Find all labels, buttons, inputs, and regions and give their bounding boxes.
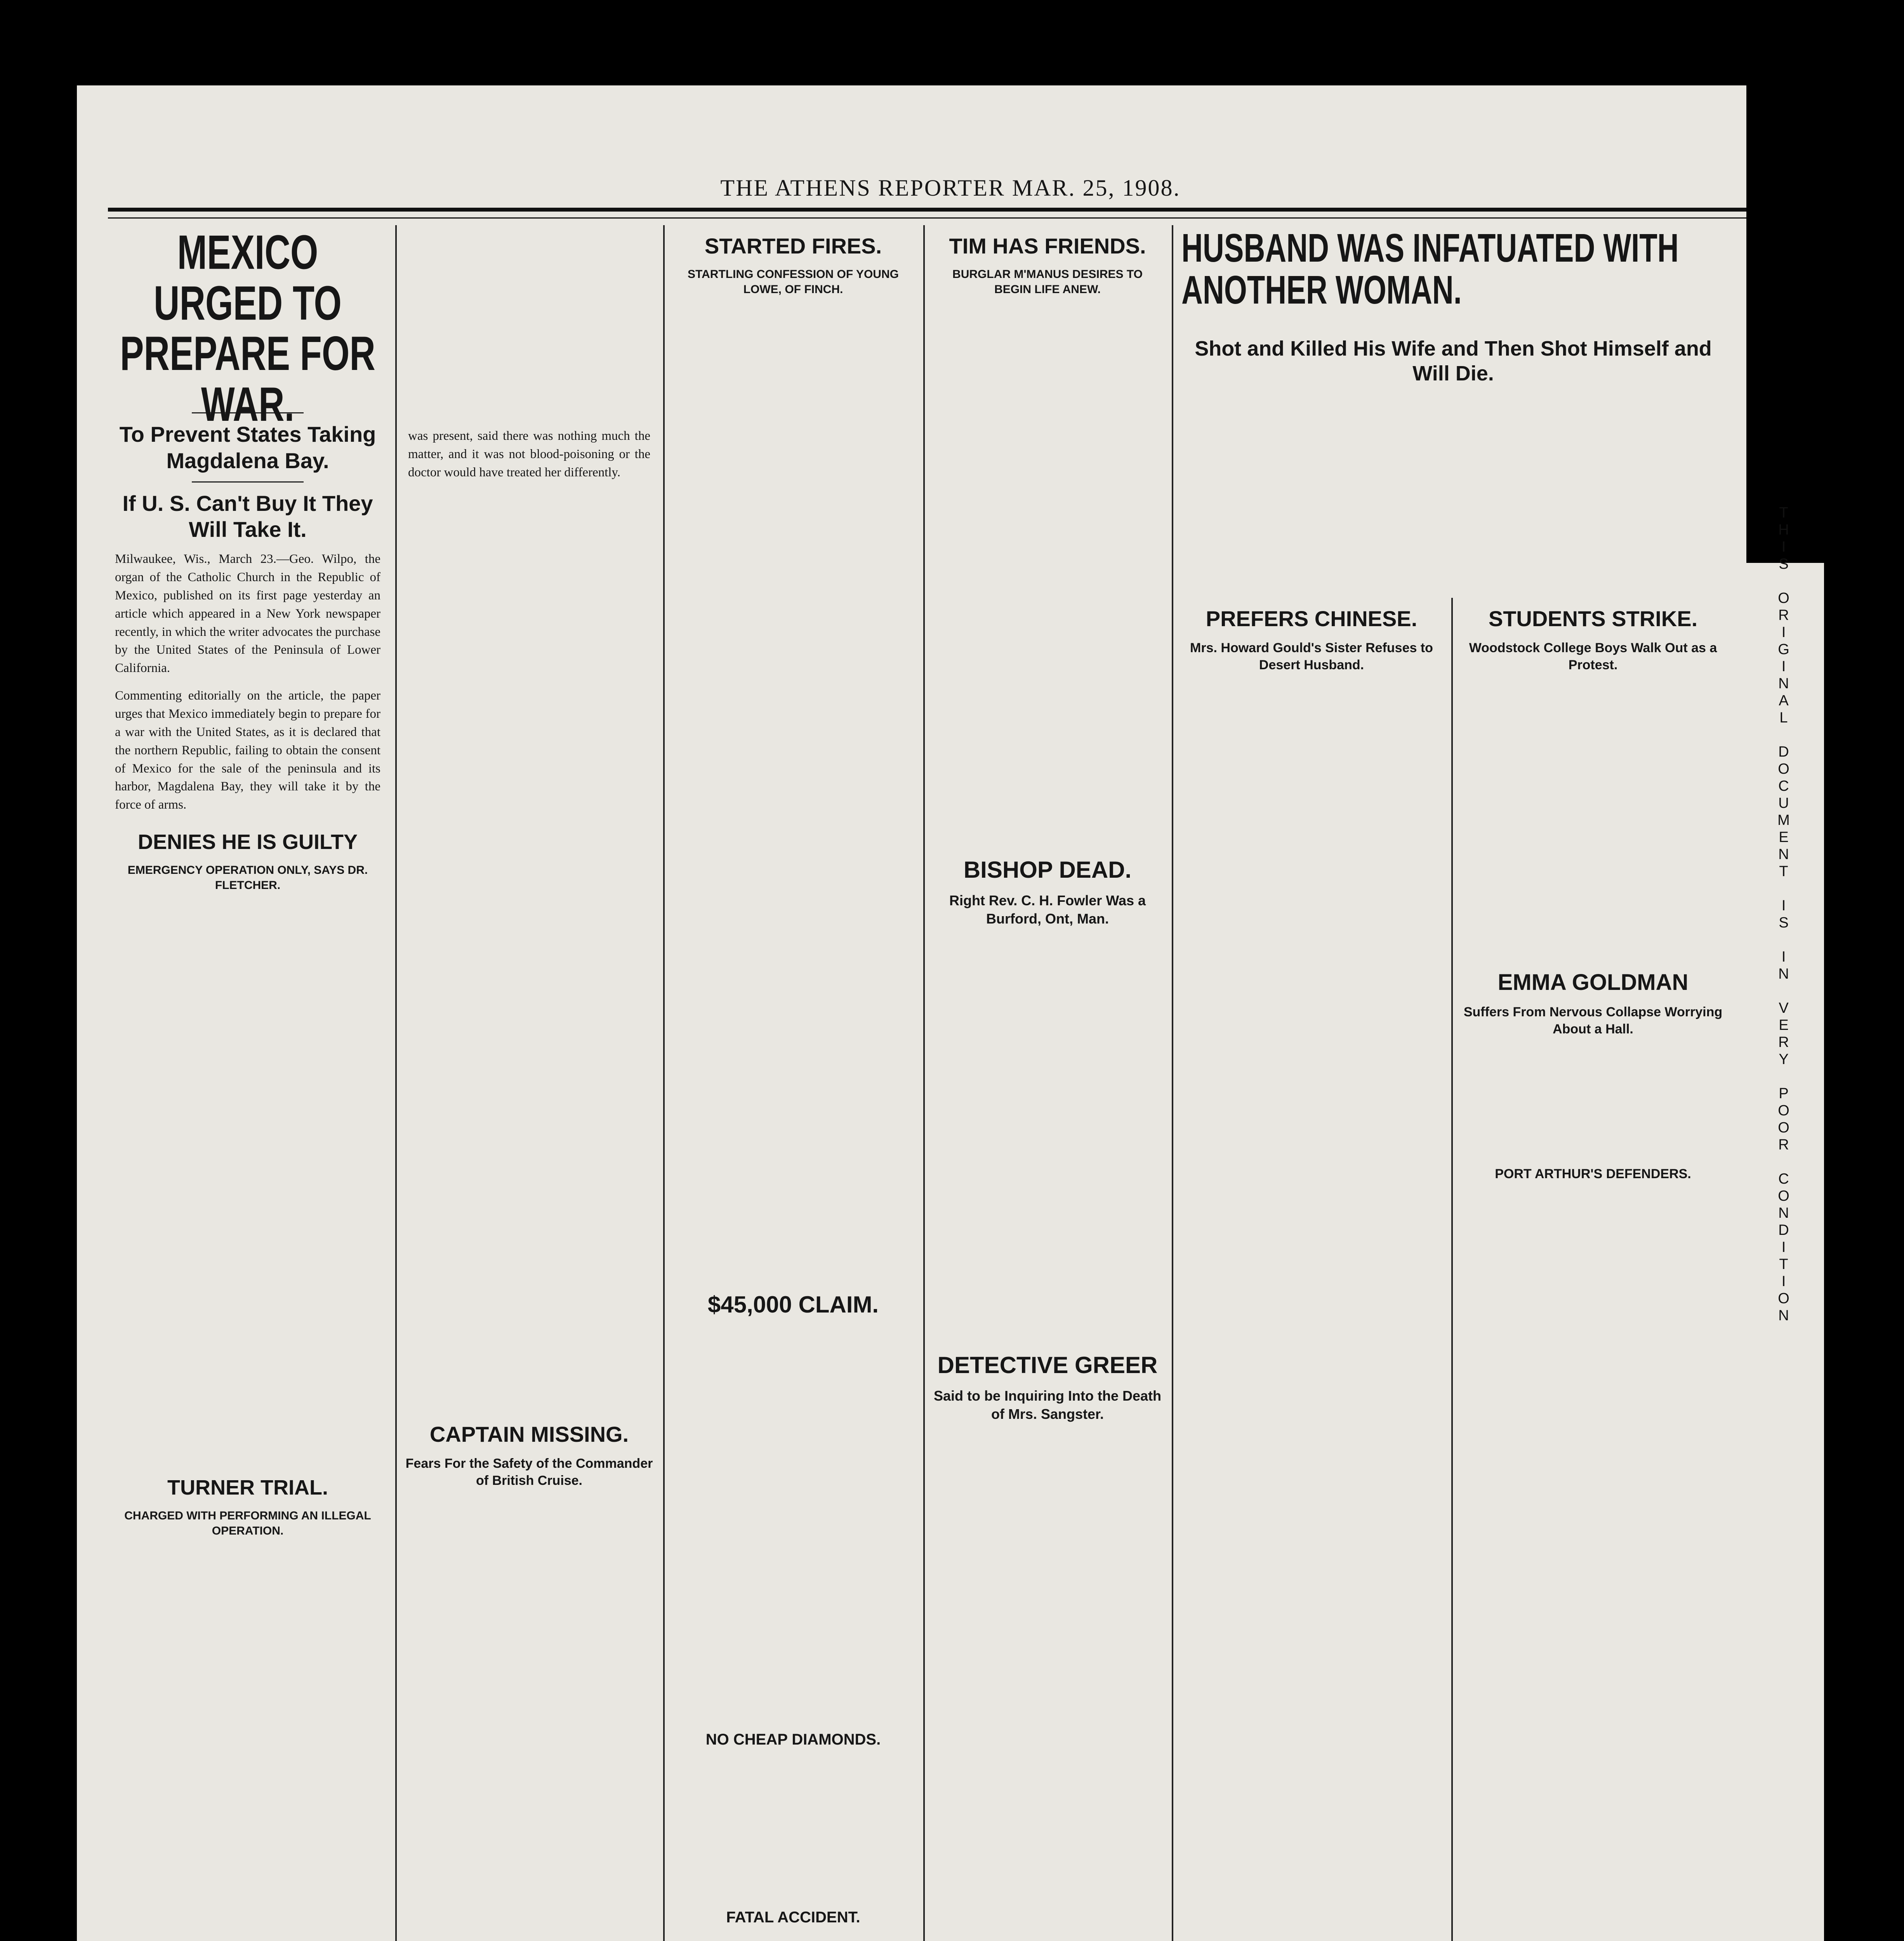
headline-detective-greer: DETECTIVE GREER xyxy=(937,1352,1158,1378)
column-rule xyxy=(1451,598,1453,1941)
headline-tim-has-friends: TIM HAS FRIENDS. xyxy=(949,234,1146,258)
column-5 xyxy=(1178,598,1445,1941)
column-rule xyxy=(923,225,925,1941)
column-rule xyxy=(395,225,397,1941)
subhead-gould: Mrs. Howard Gould's Sister Refuses to Desert Husband. xyxy=(1190,641,1433,673)
headline-45000-claim: $45,000 CLAIM. xyxy=(707,1292,879,1318)
column-2 xyxy=(401,225,657,1941)
masthead-rule xyxy=(108,208,1793,212)
deck-magdalena: To Prevent States Taking Magdalena Bay. xyxy=(119,422,376,473)
column-3 xyxy=(669,225,917,1941)
column-4 xyxy=(929,225,1166,1941)
article-paragraph: was present, said there was nothing much the matter, and it was not blood-poisoning or the doctor would have treated her differently. xyxy=(408,429,650,479)
headline-fatal-accident: FATAL ACCIDENT. xyxy=(726,1909,860,1926)
subhead-collapse: Suffers From Nervous Collapse Worrying About a Hall. xyxy=(1463,1005,1723,1037)
divider xyxy=(192,481,304,483)
masthead: THE ATHENS REPORTER MAR. 25, 1908. xyxy=(720,175,1181,201)
subhead-captain: Fears For the Safety of the Commander of British Cruise. xyxy=(405,1456,653,1488)
deck-buy-it: If U. S. Can't Buy It They Will Take It. xyxy=(122,491,373,542)
column-5-top xyxy=(1178,225,1729,575)
subhead-emergency: EMERGENCY OPERATION ONLY, SAYS DR. FLETCHER. xyxy=(127,863,368,892)
headline-emma-goldman: EMMA GOLDMAN xyxy=(1497,969,1689,995)
column-rule xyxy=(663,225,665,1941)
condition-note: THIS ORIGINAL DOCUMENT IS IN VERY POOR CONDITION xyxy=(1775,505,1792,1325)
subhead-charged: CHARGED WITH PERFORMING AN ILLEGAL OPERATION. xyxy=(124,1509,371,1537)
headline-port-arthur: PORT ARTHUR'S DEFENDERS. xyxy=(1495,1166,1691,1181)
headline-mexico: MEXICO URGED TO PREPARE FOR WAR. xyxy=(120,226,375,431)
headline-denies-guilty: DENIES HE IS GUILTY xyxy=(137,830,358,854)
headline-captain-missing: CAPTAIN MISSING. xyxy=(429,1422,629,1446)
subhead-lowe: STARTLING CONFESSION OF YOUNG LOWE, OF FINCH. xyxy=(688,268,899,296)
deck-shot-killed: Shot and Killed His Wife and Then Shot Himself and Will Die. xyxy=(1195,337,1712,385)
headline-husband: HUSBAND WAS INFATUATED WITH ANOTHER WOMAN. xyxy=(1181,226,1679,313)
subhead-mcmanus: BURGLAR M'MANUS DESIRES TO BEGIN LIFE ANEW. xyxy=(952,268,1143,296)
column-1 xyxy=(108,225,387,1941)
headline-turner-trial: TURNER TRIAL. xyxy=(167,1476,328,1499)
article-paragraph: Milwaukee, Wis., March 23.—Geo. Wilpo, the organ of the Catholic Church in the Republic of Mexico, published on its first page yesterday an article which appeared in a New York newspaper recently, in which the writer advocates the purchase by the United States of the Peninsula of Lower California. xyxy=(115,552,380,675)
subhead-fowler: Right Rev. C. H. Fowler Was a Burford, Ont, Man. xyxy=(949,892,1146,927)
column-rule xyxy=(1172,225,1173,1941)
masthead-rule-thin xyxy=(108,217,1793,219)
headline-no-cheap-diamonds: NO CHEAP DIAMONDS. xyxy=(705,1731,881,1748)
headline-students-strike: STUDENTS STRIKE. xyxy=(1488,606,1698,631)
scan-margin xyxy=(1746,85,1824,563)
headline-bishop-dead: BISHOP DEAD. xyxy=(963,857,1132,883)
column-6 xyxy=(1457,598,1729,1941)
subhead-sangster: Said to be Inquiring Into the Death of Mrs. Sangster. xyxy=(934,1387,1161,1422)
headline-started-fires: STARTED FIRES. xyxy=(704,234,882,258)
newspaper-page xyxy=(77,85,1824,1941)
subhead-woodstock: Woodstock College Boys Walk Out as a Protest. xyxy=(1469,641,1717,673)
headline-prefers-chinese: PREFERS CHINESE. xyxy=(1206,606,1418,631)
article-paragraph: Commenting editorially on the article, the paper urges that Mexico immediately begin to prepare for a war with the United States, as it is declared that the northern Republic, failing to obtain the consent of Mexico for the sale of the peninsula and its harbor, Magdalena Bay, they will take it by the force of arms. xyxy=(115,689,380,812)
